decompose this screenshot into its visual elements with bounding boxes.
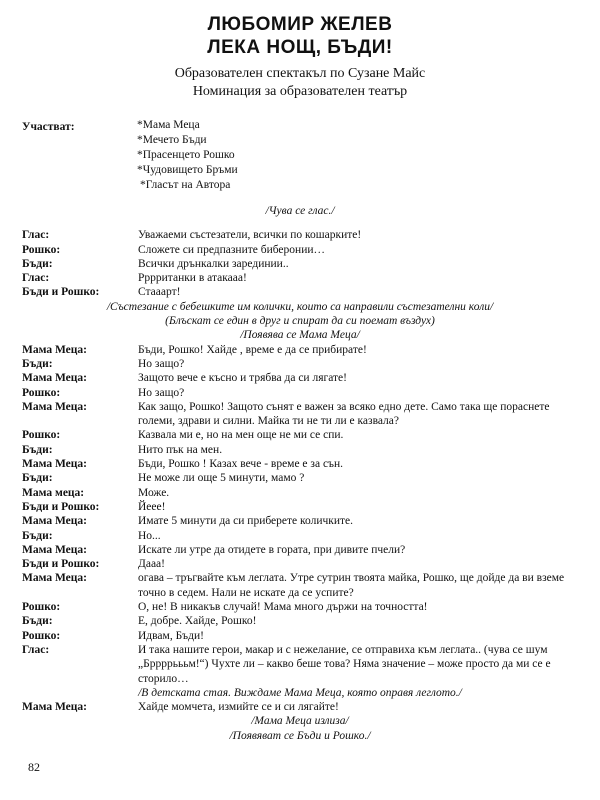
dialogue-text: Хайде момчета, измийте се и си лягайте! <box>138 701 339 714</box>
speaker-name: Бъди и Рошко: <box>22 558 100 571</box>
dialogue-text: Бъди, Рошко ! Казах вече - време е за сън. <box>138 458 344 471</box>
stage-direction: /В детската стая. Виждаме Мама Меца, която оправя леглото./ <box>138 686 462 699</box>
dialogue-line <box>22 643 578 686</box>
dialogue-text: Уважаеми състезатели, всички по кошарките! <box>138 229 362 242</box>
dialogue-line <box>22 614 578 628</box>
speaker-name: Бъди: <box>22 357 53 370</box>
speaker-name: Бъди: <box>22 443 53 456</box>
speaker-name: Рошко: <box>22 386 61 399</box>
speaker-name: Бъди: <box>22 615 53 628</box>
dialogue-text: Защото вече е късно и трябва да си лягате! <box>138 372 347 385</box>
stage-direction: /Появяват се Бъди и Рошко./ <box>229 729 371 742</box>
dialogue-line <box>22 529 578 543</box>
stage-direction: /Появява се Мама Меца/ <box>240 329 360 342</box>
speaker-name: Мама меца: <box>22 486 85 499</box>
dialogue-line <box>22 271 578 285</box>
speaker-name: Рошко: <box>22 601 61 614</box>
dialogue-text: Е, добре. Хайде, Рошко! <box>138 615 257 628</box>
script-body <box>22 204 578 743</box>
dialogue-line <box>22 400 578 429</box>
dialogue-line <box>22 543 578 557</box>
dialogue-text: Но защо? <box>138 357 185 370</box>
speaker-name: Бъди: <box>22 472 53 485</box>
cast-member: *Мама Меца <box>137 119 200 131</box>
stage-direction: (Блъскат се един в друг и спират да си поемат въздух) <box>165 315 435 328</box>
dialogue-text: Не може ли още 5 минути, мамо ? <box>138 472 305 485</box>
dialogue-line <box>22 257 578 271</box>
dialogue-text: Рррританки в атакааа! <box>138 272 247 285</box>
dialogue-line <box>22 557 578 571</box>
speaker-name: Мама Меца: <box>22 543 87 556</box>
speaker-name: Мама Меца: <box>22 372 87 385</box>
speaker-name: Рошко: <box>22 429 61 442</box>
speaker-name: Глас: <box>22 643 50 656</box>
subtitle-line-1: Образователен спектакъл по Сузане Майс <box>174 66 426 81</box>
speaker-name: Глас: <box>22 272 50 285</box>
dialogue-text: Но... <box>138 529 161 542</box>
speaker-name: Мама Меца: <box>22 400 87 413</box>
dialogue-line <box>22 371 578 385</box>
dialogue-line <box>22 285 578 299</box>
dialogue-line <box>22 486 578 500</box>
dialogue-line <box>22 571 578 600</box>
dialogue-text: Бъди, Рошко! Хайде , време е да се прибирате! <box>138 343 367 356</box>
dialogue-text: Нито пък на мен. <box>138 443 223 456</box>
dialogue-text: Казвала ми е, но на мен още не ми се спи. <box>138 429 344 442</box>
speaker-name: Мама Меца: <box>22 572 87 585</box>
speaker-name: Мама Меца: <box>22 458 87 471</box>
stage-direction: /Състезание с бебешките им колички, които са направили състезателни коли/ <box>106 300 494 313</box>
dialogue-text: О, не! В никакъв случай! Мама много държи на точността! <box>138 601 428 614</box>
subtitle-line-2: Номинация за образователен театър <box>192 84 408 99</box>
dialogue-line <box>22 428 578 442</box>
dialogue-line <box>22 357 578 371</box>
dialogue-text: Йеее! <box>138 500 166 513</box>
dialogue-text: Идвам, Бъди! <box>138 629 204 642</box>
speaker-name: Бъди: <box>22 529 53 542</box>
dialogue-line <box>22 600 578 614</box>
dialogue-text: И така нашите герои, макар и с нежелание, се отправиха към леглата.. (чува се шум „Бррррьььм!“) Чухте ли – какво беше това? Няма значение – може просто да ми се е сторило… <box>138 643 551 685</box>
spacer <box>22 218 578 228</box>
speaker-name: Мама Меца: <box>22 701 87 714</box>
cast-member: *Чудовището Бръми <box>137 164 238 176</box>
stage-direction: /Чува се глас./ <box>265 205 335 217</box>
dialogue-line <box>22 243 578 257</box>
dialogue-text: Сложете си предпазните биберонии… <box>138 243 326 256</box>
dialogue-line <box>22 343 578 357</box>
speaker-name: Глас: <box>22 229 50 242</box>
cast-member: *Мечето Бъди <box>137 134 207 146</box>
dialogue-text: Може. <box>138 486 170 499</box>
dialogue-line <box>22 514 578 528</box>
dialogue-text: Искате ли утре да отидете в гората, при дивите пчели? <box>138 543 406 556</box>
dialogue-text: Как защо, Рошко! Защото сънят е важен за всяко едно дете. Само така ще пораснете големи, здрави и силни. Майка ти не ти ли е казвала? <box>138 400 550 428</box>
cast-list <box>137 118 238 193</box>
dialogue-line <box>22 228 578 242</box>
cast-label: Участват: <box>22 121 75 133</box>
page-number: 82 <box>28 760 40 774</box>
speaker-name: Бъди: <box>22 257 53 270</box>
dialogue-text: Имате 5 минути да си приберете количките. <box>138 515 354 528</box>
dialogue-line <box>22 629 578 643</box>
cast-member: *Прасенцето Рошко <box>137 149 235 161</box>
dialogue-text: огава – тръгвайте към леглата. Утре сутрин твоята майка, Рошко, ще дойде да ви вземе точно в седем. Нали не искате да се успите? <box>138 572 565 599</box>
dialogue-line <box>22 443 578 457</box>
dialogue-line <box>22 500 578 514</box>
cast-member: *Гласът на Автора <box>140 179 231 191</box>
speaker-name: Бъди и Рошко: <box>22 500 100 513</box>
dialogue-text: Но защо? <box>138 386 185 399</box>
speaker-name: Бъди и Рошко: <box>22 286 100 299</box>
speaker-name: Мама Меца: <box>22 343 87 356</box>
play-title: ЛЕКА НОЩ, БЪДИ! <box>207 37 393 58</box>
speaker-name: Рошко: <box>22 629 61 642</box>
dialogue-text: Всички дрънкалки зарединии.. <box>138 257 289 270</box>
speaker-name: Мама Меца: <box>22 515 87 528</box>
dialogue-line <box>22 386 578 400</box>
dialogue-line <box>22 471 578 485</box>
speaker-name: Рошко: <box>22 243 61 256</box>
dialogue-line <box>22 457 578 471</box>
author-name: ЛЮБОМИР ЖЕЛЕВ <box>207 14 393 35</box>
stage-direction: /Мама Меца излиза/ <box>251 715 349 728</box>
dialogue-text: Дааа! <box>138 558 165 571</box>
dialogue-line <box>22 700 578 714</box>
dialogue-text: Стааарт! <box>138 286 181 299</box>
